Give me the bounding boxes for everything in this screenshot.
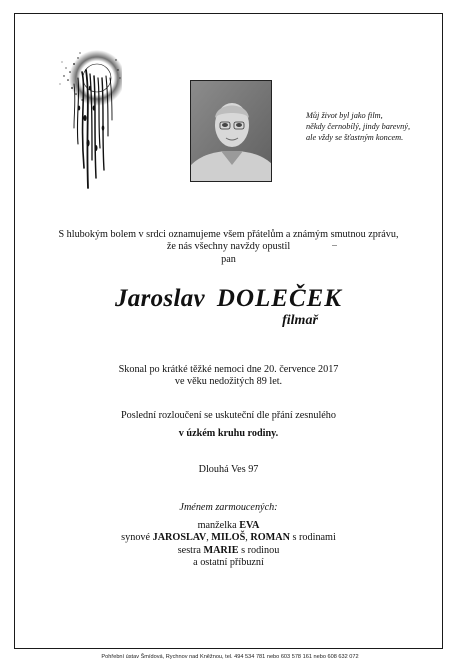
announcement-intro xyxy=(14,229,443,266)
death-line: Skonal po krátké těžké nemoci dne 20. července 2017 xyxy=(118,364,339,375)
profession: filmař xyxy=(282,313,318,328)
motto-quote xyxy=(306,110,446,143)
motto-line: někdy černobílý, jindy barevný, xyxy=(306,122,411,131)
intro-line: pan xyxy=(221,253,236,265)
first-name: Jaroslav xyxy=(115,285,205,312)
death-info xyxy=(14,364,443,389)
motto-line: Můj život byl jako film, xyxy=(306,111,383,120)
mourner-others: a ostatní příbuzní xyxy=(193,557,264,569)
stray-mark xyxy=(332,245,337,246)
mourner-wife: manželka EVA xyxy=(197,520,260,531)
intro-line: S hlubokým bolem v srdci oznamujeme všem přátelům a známým smutnou zprávu, xyxy=(58,229,399,240)
funeral-home-footer: Pohřební ústav Šmídová, Rychnov nad Kněžnou, tel. 494 534 781 nebo 603 578 161 nebo 608 632 072 xyxy=(101,654,359,660)
mourner-sister: sestra MARIE s rodinou xyxy=(177,544,280,556)
intro-line: že nás všechny navždy opustil xyxy=(166,241,291,253)
moon-willow-ornament xyxy=(52,48,122,198)
surname: DOLEČEK xyxy=(216,285,342,312)
farewell-line: Poslední rozloučení se uskuteční dle přání zesnulého xyxy=(120,410,336,421)
mourner-sons: synové JAROSLAV, MILOŠ, ROMAN s rodinami xyxy=(121,532,336,544)
mourners-list xyxy=(14,520,443,570)
portrait-photo xyxy=(190,80,272,182)
mourners-title: Jménem zarmoucených: xyxy=(179,502,278,513)
farewell-info xyxy=(14,410,443,441)
deceased-name xyxy=(14,284,443,314)
motto-line: ale vždy se šťastným koncem. xyxy=(306,133,404,142)
address: Dlouhá Ves 97 xyxy=(198,464,259,475)
farewell-private: v úzkém kruhu rodiny. xyxy=(178,428,279,440)
death-line: ve věku nedožitých 89 let. xyxy=(174,376,283,388)
